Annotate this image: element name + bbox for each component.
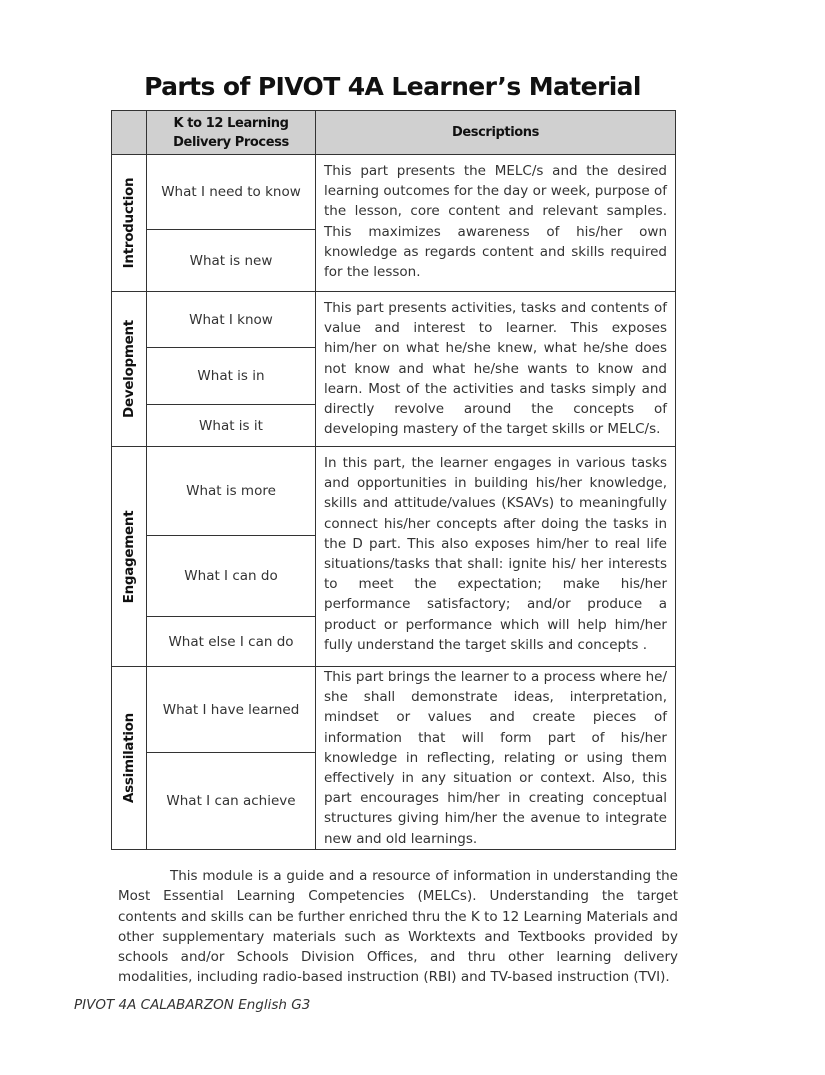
phase-cell xyxy=(112,447,147,667)
header-process-line2: Delivery Process xyxy=(173,134,289,150)
process-cell: What I can do xyxy=(147,536,316,617)
phase-cell xyxy=(112,292,147,447)
body-paragraph: This module is a guide and a resource of information in understanding the Most Essential Learning Competencies (MELCs). Understanding the target contents and skills can be further enriched thru the K to 12 Learning Materials and other supplementary materials such as Worktexts and Textbooks provided by schools and/or Schools Division Offices, and thru other learning delivery modalities, including radio-based instruction (RBI) and TV-based instruction (TVI). xyxy=(118,868,678,986)
process-cell: What I need to know xyxy=(147,155,316,230)
header-process-line1: K to 12 Learning xyxy=(173,115,289,131)
phase-label: Assimilation xyxy=(121,712,137,803)
process-cell: What I can achieve xyxy=(147,753,316,849)
process-cell: What else I can do xyxy=(147,617,316,667)
process-cell: What is new xyxy=(147,230,316,292)
process-cell: What I have learned xyxy=(147,667,316,753)
process-cell: What is it xyxy=(147,405,316,447)
description-text: This part presents activities, tasks and contents of value and interest to learner. This exposes him/her on what he/she knew, what he/she does not know and what he/she wants to know and learn. Most of the activities and tasks simply and directly revolve around the concepts of developing mastery of the target skills or MELC/s. xyxy=(324,300,667,438)
table-header-row xyxy=(112,111,676,155)
page-footer: PIVOT 4A CALABARZON English G3 xyxy=(74,997,311,1013)
header-process xyxy=(147,111,316,155)
phase-label: Engagement xyxy=(121,510,137,603)
description-text: In this part, the learner engages in various tasks and opportunities in building his/her knowledge, skills and attitude/values (KSAVs) to meaningfully connect his/her concepts after doing the tasks in the D part. This also exposes him/her to real life situations/tasks that shall: ignite his/ her interests to meet the expectation; make his/her performance satisfactory; and/or produce a product or performance which will help him/her fully understand the target skills and concepts . xyxy=(324,455,667,653)
process-cell: What is in xyxy=(147,348,316,405)
header-descriptions: Descriptions xyxy=(316,111,676,155)
table-row xyxy=(112,155,676,230)
phase-label: Development xyxy=(121,320,137,418)
description-cell xyxy=(316,292,676,447)
page-title: Parts of PIVOT 4A Learner’s Material xyxy=(144,72,641,101)
table-row xyxy=(112,667,676,753)
parts-table xyxy=(111,110,676,850)
table-row xyxy=(112,447,676,536)
description-text: This part brings the learner to a process where he/ she shall demonstrate ideas, interpretation, mindset or values and create pieces of information that will form part of his/her knowledge in reflecting, relating or using them effectively in any situation or context. Also, this part encourages him/her in creating conceptual structures giving him/her the avenue to integrate new and old learnings. xyxy=(324,669,667,847)
table-row xyxy=(112,292,676,348)
phase-cell xyxy=(112,155,147,292)
description-text: This part presents the MELC/s and the desired learning outcomes for the day or week, purpose of the lesson, core content and relevant samples. This maximizes awareness of his/her own knowledge as regards content and skills required for the lesson. xyxy=(324,163,667,281)
process-cell: What is more xyxy=(147,447,316,536)
header-phase xyxy=(112,111,147,155)
description-cell xyxy=(316,447,676,667)
phase-label: Introduction xyxy=(121,177,137,269)
description-cell xyxy=(316,667,676,850)
phase-cell xyxy=(112,667,147,850)
process-cell: What I know xyxy=(147,292,316,348)
description-cell xyxy=(316,155,676,292)
